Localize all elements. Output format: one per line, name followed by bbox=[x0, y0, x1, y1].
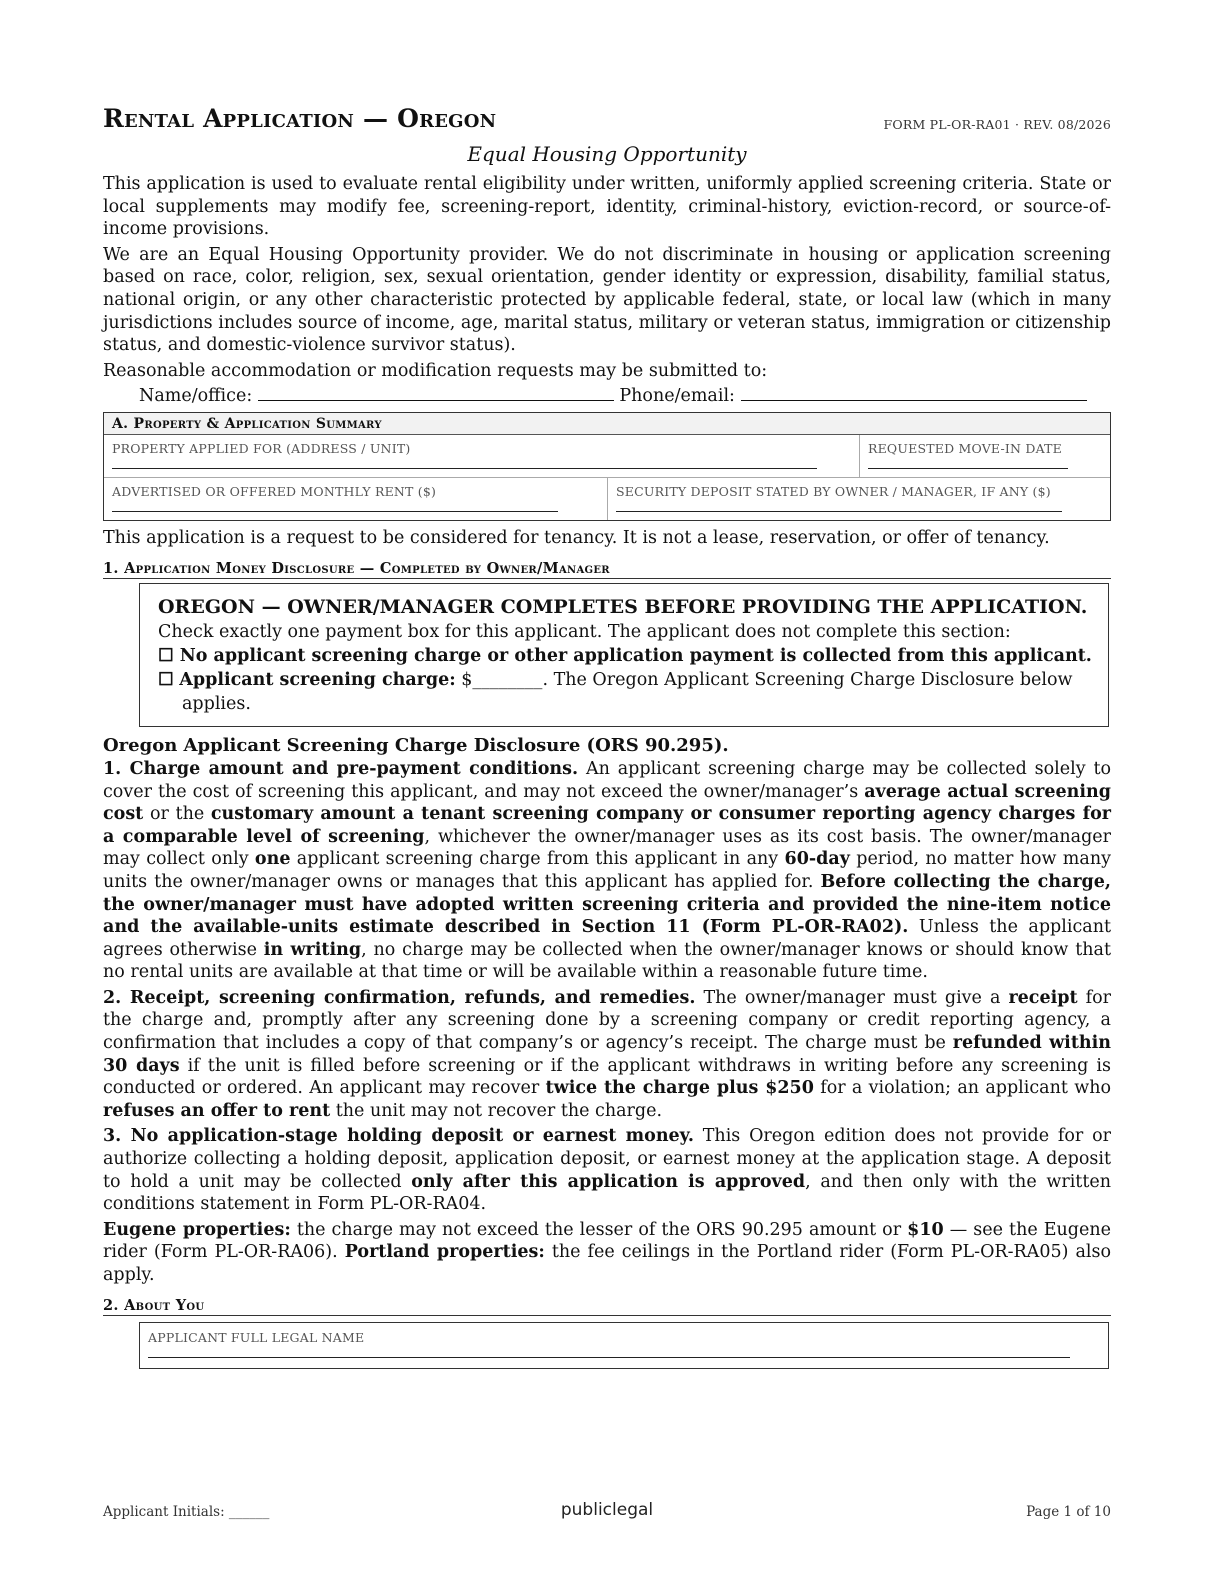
property-cell bbox=[104, 435, 859, 477]
section-1-heading: 1. Application Money Disclosure — Completed by Owner/Manager bbox=[103, 560, 1111, 579]
disclosure-paragraph-4 bbox=[103, 1219, 1111, 1287]
d1-t6: , whichever the owner/manager uses as its cost basis. The owner/manager may collect only bbox=[103, 826, 1112, 870]
disclosure-paragraph-3 bbox=[103, 1125, 1111, 1215]
movein-field[interactable] bbox=[868, 467, 1068, 469]
section-a-heading: A. Property & Application Summary bbox=[104, 413, 1110, 435]
d2-t7: twice the charge plus $250 bbox=[545, 1078, 814, 1099]
screening-charge-amount[interactable]: $________ bbox=[461, 669, 543, 690]
page-subtitle: Equal Housing Opportunity bbox=[467, 142, 747, 166]
d2-t9: refuses an offer to rent bbox=[103, 1100, 331, 1121]
request-note: This application is a request to be considered for tenancy. It is not a lease, reservation, or offer of tenancy. bbox=[103, 528, 1050, 549]
d4-t3: $10 bbox=[907, 1219, 944, 1240]
name-office-field[interactable] bbox=[258, 384, 614, 401]
d4-t2: the charge may not exceed the lesser of the ORS 90.295 amount or bbox=[290, 1219, 908, 1240]
option-screening-charge bbox=[158, 668, 1092, 716]
screening-charge-note: . The Oregon Applicant Screening Charge Disclosure below applies. bbox=[182, 669, 1073, 714]
document-header bbox=[103, 100, 1111, 134]
brand-logo: publiclegal bbox=[560, 1500, 654, 1520]
section-a-row-1 bbox=[104, 435, 1110, 478]
d1-t4: or the bbox=[143, 804, 211, 825]
d2-t2: The owner/manager must give a bbox=[695, 987, 1009, 1008]
d1-t11: Before collecting the charge, the owner/manager must have adopted written screening criteria and provided the nine-item notice and the available-units estimate described in Section 11 (Form PL-OR-RA02). bbox=[103, 871, 1111, 938]
rent-cell bbox=[104, 478, 607, 520]
d2-t5: refunded within 30 days bbox=[103, 1033, 1112, 1076]
about-you-box bbox=[139, 1322, 1109, 1369]
phone-email-label: Phone/email: bbox=[619, 386, 735, 407]
d3-t2: This Oregon edition does not provide for or authorize collecting a holding deposit, application deposit, or earnest money at the application stage. A deposit to hold a unit may be collected bbox=[103, 1126, 1111, 1192]
d1-t5: customary amount a tenant screening company or consumer reporting agency charges for a comparable level of screening bbox=[103, 804, 1112, 847]
intro-paragraph-2: We are an Equal Housing Opportunity provider. We do not discriminate in housing or application screening based on race, color, religion, sex, sexual orientation, gender identity or expression, disability, familial status, national origin, or any other characteristic protected by applicable federal, state, or local law (which in many jurisdictions includes source of income, age, marital status, military or veteran status, immigration or citizenship status, and domestic-violence survivor status). bbox=[103, 244, 1111, 356]
d1-t14: , no charge may be collected when the owner/manager knows or should know that no rental units are available at that time or will be available within a reasonable future time. bbox=[103, 939, 1111, 983]
section-a-box bbox=[103, 412, 1111, 521]
deposit-label: SECURITY DEPOSIT STATED BY OWNER / MANAGER, IF ANY ($) bbox=[616, 484, 1051, 500]
document-page bbox=[103, 100, 1111, 1369]
d3-t4: , and then only with the written conditions statement in Form PL-OR-RA04. bbox=[103, 1171, 1111, 1215]
disclosure-paragraph-1 bbox=[103, 758, 1111, 984]
d2-t4: for the charge and, promptly after any screening done by a screening company or credit reporting agency, a confirmation that includes a copy of that company’s or agency’s receipt. The charge must be bbox=[103, 987, 1111, 1054]
applicant-name-label: APPLICANT FULL LEGAL NAME bbox=[148, 1329, 365, 1345]
section-2-heading: 2. About You bbox=[103, 1297, 1111, 1316]
disclosure-heading: Oregon Applicant Screening Charge Disclosure (ORS 90.295). bbox=[103, 734, 729, 756]
deposit-field[interactable] bbox=[616, 510, 1062, 512]
d1-t7: one bbox=[254, 849, 291, 870]
d1-t12: Unless the applicant agrees otherwise bbox=[103, 917, 1111, 960]
owner-manager-box-heading: OREGON — OWNER/MANAGER COMPLETES BEFORE PROVIDING THE APPLICATION. bbox=[158, 595, 1088, 618]
d4-t6: the fee ceilings in the Portland rider (Form PL-OR-RA05) also apply. bbox=[103, 1242, 1111, 1285]
screening-charge-label: Applicant screening charge: bbox=[179, 669, 456, 690]
accommodation-contact-row bbox=[139, 384, 1111, 408]
movein-label: REQUESTED MOVE-IN DATE bbox=[868, 441, 1062, 457]
page-title: Rental Application — Oregon bbox=[103, 104, 497, 133]
d1-t1: 1. Charge amount and pre-payment conditions. bbox=[103, 758, 579, 779]
screening-charge-checkbox[interactable]: ☐ bbox=[158, 669, 174, 690]
d3-t1: 3. No application-stage holding deposit or earnest money. bbox=[103, 1126, 694, 1147]
page-footer bbox=[103, 1500, 1111, 1530]
d4-t5: Portland properties: bbox=[344, 1242, 545, 1263]
d3-t3: only after this application is approved bbox=[411, 1171, 806, 1192]
d2-t6: if the unit is filled before screening or if the applicant withdraws in writing before any screening is conducted or ordered. An applicant may recover bbox=[103, 1055, 1111, 1099]
intro-paragraph-3: Reasonable accommodation or modification requests may be submitted to: bbox=[103, 360, 768, 381]
form-number: FORM PL-OR-RA01 · REV. 08/2026 bbox=[883, 117, 1111, 132]
option-no-charge bbox=[158, 644, 1092, 668]
rent-label: ADVERTISED OR OFFERED MONTHLY RENT ($) bbox=[112, 484, 437, 500]
d2-t3: receipt bbox=[1008, 987, 1078, 1008]
d1-t10: period, no matter how many units the owner/manager owns or manages that this applicant has applied for. bbox=[103, 849, 1111, 892]
d4-t1: Eugene properties: bbox=[103, 1219, 291, 1240]
phone-email-field[interactable] bbox=[741, 384, 1087, 401]
applicant-initials[interactable]: Applicant Initials: ______ bbox=[103, 1504, 270, 1520]
d1-t2: An applicant screening charge may be collected solely to cover the cost of screening this applicant, and may not exceed the owner/manager’s bbox=[103, 758, 1112, 802]
property-field[interactable] bbox=[112, 467, 817, 469]
rent-field[interactable] bbox=[112, 510, 558, 512]
d1-t8: applicant screening charge from this applicant in any bbox=[290, 849, 785, 870]
d2-t8: for a violation; an applicant who bbox=[813, 1078, 1112, 1099]
property-label: PROPERTY APPLIED FOR (ADDRESS / UNIT) bbox=[112, 441, 411, 457]
owner-manager-box bbox=[139, 583, 1109, 727]
movein-cell bbox=[859, 435, 1110, 477]
applicant-name-field[interactable] bbox=[148, 1356, 1070, 1358]
disclosure-paragraph-2 bbox=[103, 987, 1111, 1123]
no-charge-checkbox[interactable]: ☐ bbox=[158, 645, 174, 666]
deposit-cell bbox=[607, 478, 1110, 520]
d2-t10: the unit may not recover the charge. bbox=[330, 1100, 663, 1121]
d1-t13: in writing bbox=[263, 939, 362, 960]
page-number: Page 1 of 10 bbox=[1026, 1504, 1111, 1520]
d2-t1: 2. Receipt, screening confirmation, refunds, and remedies. bbox=[103, 987, 696, 1008]
section-a-row-2 bbox=[104, 478, 1110, 520]
d4-t4: — see the Eugene rider (Form PL-OR-RA06). bbox=[103, 1219, 1111, 1263]
intro-paragraph-1: This application is used to evaluate rental eligibility under written, uniformly applied screening criteria. State or local supplements may modify fee, screening-report, identity, criminal-history, eviction-record, or source-of-income provisions. bbox=[103, 174, 1111, 240]
d1-t9: 60-day bbox=[784, 849, 850, 870]
name-office-label: Name/office: bbox=[139, 386, 253, 407]
owner-manager-instruction: Check exactly one payment box for this applicant. The applicant does not complete this section: bbox=[158, 621, 1011, 642]
no-charge-label: No applicant screening charge or other application payment is collected from this applicant. bbox=[179, 645, 1092, 666]
d1-t3: average actual screening cost bbox=[103, 781, 1111, 825]
